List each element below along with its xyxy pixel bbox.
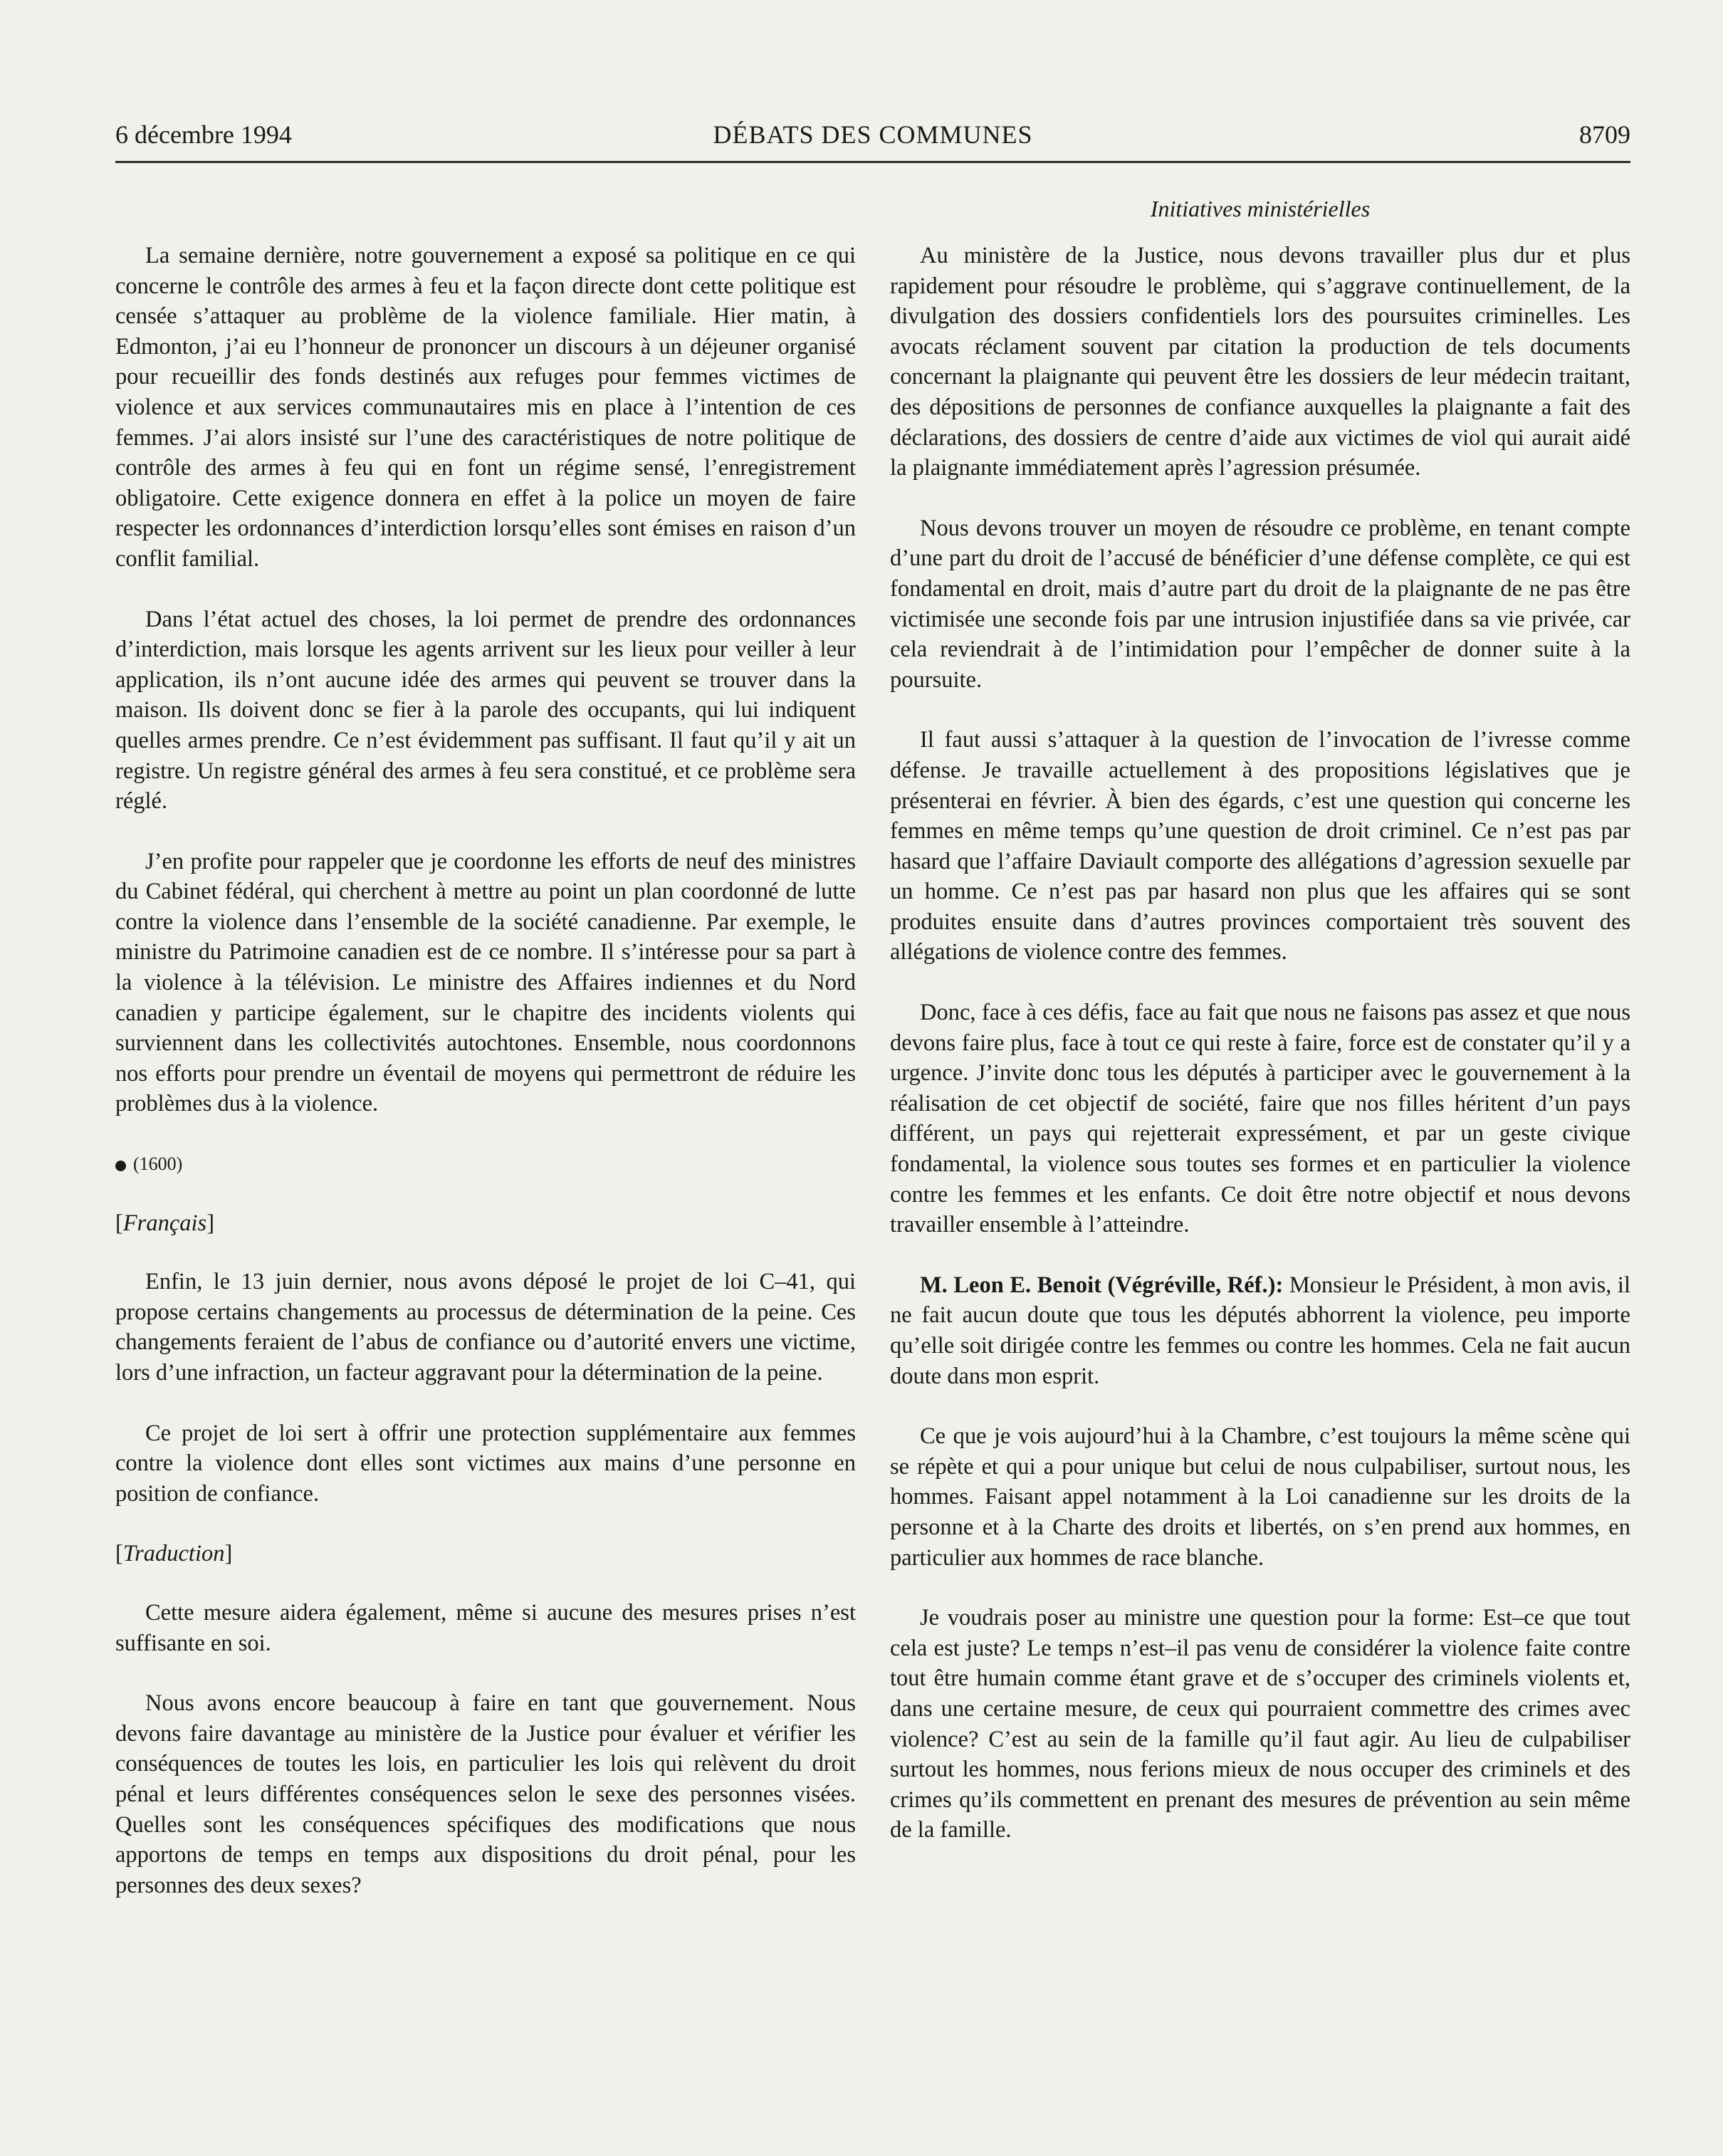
time-marker-text: (1600) [133, 1153, 183, 1175]
time-marker [115, 1149, 856, 1180]
paragraph: Cette mesure aidera également, même si aucune des mesures prises n’est suffisante en soi. [115, 1599, 856, 1656]
paragraph: La semaine dernière, notre gouvernement a exposé sa politique en ce qui concerne le contrôle des armes à feu et la façon directe dont cette politique est censée s’attaquer au problème de la violence familiale. Hier matin, à Edmonton, j’ai eu l’honneur de prononcer un discours à un déjeuner organisé pour recueillir des fonds destinés aux refuges pour femmes victimes de violence et aux services communautaires mis en place à l’intention de ces femmes. J’ai alors insisté sur l’une des caractéristiques de notre politique de contrôle des armes à feu qui en font un régime sensé, l’enregistrement obligatoire. Cette exigence donnera en effet à la police un moyen de faire respecter les ordonnances d’interdiction lorsqu’elles sont émises en raison d’un conflit familial. [115, 243, 856, 572]
language-note: [Traduction] [115, 1541, 233, 1567]
header-date: 6 décembre 1994 [115, 120, 292, 149]
speaker-name: M. Leon E. Benoit (Végréville, Réf.): [920, 1272, 1284, 1298]
paragraph: Enfin, le 13 juin dernier, nous avons déposé le projet de loi C–41, qui propose certains changements au processus de détermination de la peine. Ces changements feraient de l’abus de confiance ou d’autorité envers une victime, lors d’une infraction, un facteur aggravant pour la détermination de la peine. [115, 1269, 856, 1386]
paragraph: Il faut aussi s’attaquer à la question de l’invocation de l’ivresse comme défense. Je travaille actuellement à des propositions législatives que je présenterai en février. À bien des égards, c’est une question qui concerne les femmes en même temps qu’une question de droit criminel. Ce n’est pas par hasard que l’affaire Daviault comporte des allégations d’agression sexuelle par un homme. Ce n’est pas par hasard non plus que les affaires qui se sont produites ensuite dans d’autres provinces comportaient très souvent des allégations de violence contre des femmes. [890, 727, 1630, 966]
language-note: [Français] [115, 1210, 215, 1236]
paragraph: J’en profite pour rappeler que je coordonne les efforts de neuf des ministres du Cabinet fédéral, qui cherchent à mettre au point un plan coordonné de lutte contre la violence dans l’ensemble de la société canadienne. Par exemple, le ministre du Patrimoine canadien est de ce nombre. Il s’intéresse pour sa part à la violence à la télévision. Le ministre des Affaires indiennes et du Nord canadien y participe également, sur le chapitre des incidents violents qui surviennent dans les collectivités autochtones. Ensemble, nous coordonnons nos efforts pour prendre un éventail de moyens qui permettront de réduire les problèmes dus à la violence. [115, 848, 856, 1117]
right-column [890, 241, 1630, 1875]
paragraph: Je voudrais poser au ministre une question pour la forme: Est–ce que tout cela est juste? Le temps n’est–il pas venu de considérer la violence faite contre tout être humain comme étant grave et de s’occuper des criminels violents et, dans une certaine mesure, de ceux qui pourraient commettre des crimes avec violence? C’est au sein de la famille qu’il faut agir. Au lieu de culpabiliser surtout les hommes, nous ferions mieux de nous occuper des criminels et des crimes qu’ils commettent en prenant des mesures de prévention au sein même de la famille. [890, 1605, 1630, 1843]
paragraph: Dans l’état actuel des choses, la loi permet de prendre des ordonnances d’interdiction, mais lorsque les agents arrivent sur les lieux pour veiller à leur application, ils n’ont aucune idée des armes qui peuvent se trouver dans la maison. Ils doivent donc se fier à la parole des occupants, qui lui indiquent quelles armes prendre. Ce n’est évidemment pas suffisant. Il faut qu’il y ait un registre. Un registre général des armes à feu sera constitué, et ce problème sera réglé. [115, 606, 856, 815]
paragraph: Ce projet de loi sert à offrir une protection supplémentaire aux femmes contre la violence dont elles sont victimes aux mains d’une personne en position de confiance. [115, 1420, 856, 1507]
paragraph: Ce que je vois aujourd’hui à la Chambre, c’est toujours la même scène qui se répète et qui a pour unique but celui de nous culpabiliser, surtout nous, les hommes. Faisant appel notamment à la Loi canadienne sur les droits de la personne et à la Charte des droits et libertés, on s’en prend aux hommes, en particulier aux hommes de race blanche. [890, 1423, 1630, 1571]
page-number: 8709 [1579, 120, 1630, 149]
section-heading: Initiatives ministérielles [1150, 196, 1371, 221]
paragraph: Donc, face à ces défis, face au fait que nous ne faisons pas assez et que nous devons faire plus, face à tout ce qui reste à faire, force est de constater qu’il y a urgence. J’invite donc tous les députés à participer avec le gouvernement à la réalisation de cet objectif de société, faire que nos filles héritent d’un pays différent, un pays qui rejetterait expressément, et par un geste civique fondamental, la violence sous toutes ses formes et en particulier la violence contre les femmes et les enfants. Ce doit être notre objectif et nous devons travailler ensemble à l’atteindre. [890, 1000, 1630, 1238]
speech-text: Monsieur le Président, à mon avis, il ne fait aucun doute que tous les députés abhorrent la violence, peu importe qu’elle soit dirigée contre les femmes ou contre les hommes. Cela ne fait aucun doute dans mon esprit. [890, 1272, 1630, 1389]
page-header [115, 120, 1630, 162]
paragraph: Nous devons trouver un moyen de résoudre ce problème, en tenant compte d’une part du droit de l’accusé de bénéficier d’une défense complète, ce qui est fondamental en droit, mais d’autre part du droit de la plaignante de ne pas être victimisée une seconde fois par une intrusion injustifiée dans sa vie privée, car cela reviendrait à de l’intimidation pour l’empêcher de donner suite à la poursuite. [890, 515, 1630, 693]
header-rule [115, 161, 1630, 163]
speech-paragraph [890, 1270, 1630, 1391]
language-note-text: Français [122, 1210, 207, 1236]
left-column [115, 241, 856, 1930]
header-title: DÉBATS DES COMMUNES [713, 120, 1033, 149]
language-note-text: Traduction [122, 1541, 225, 1567]
paragraph: Au ministère de la Justice, nous devons travailler plus dur et plus rapidement pour résoudre le problème, qui s’aggrave continuellement, de la divulgation des dossiers confidentiels lors des poursuites criminelles. Les avocats réclament souvent par citation la production de tels documents concernant la plaignante qui peuvent être les dossiers de leur médecin traitant, des dépositions de personnes de confiance auxquelles la plaignante a fait des déclarations, des dossiers de centre d’aide aux victimes de viol qui aurait aidé la plaignante immédiatement après l’agression présumée. [890, 243, 1630, 481]
paragraph: Nous avons encore beaucoup à faire en tant que gouvernement. Nous devons faire davantage au ministère de la Justice pour évaluer et vérifier les conséquences de toutes les lois, en particulier les lois qui relèvent du droit pénal et leurs différentes conséquences selon le sexe des personnes visées. Quelles sont les conséquences spécifiques des modifications que nous apportons de temps en temps aux dispositions du droit pénal, pour les personnes des deux sexes? [115, 1690, 856, 1898]
bullet-icon [115, 1161, 126, 1171]
